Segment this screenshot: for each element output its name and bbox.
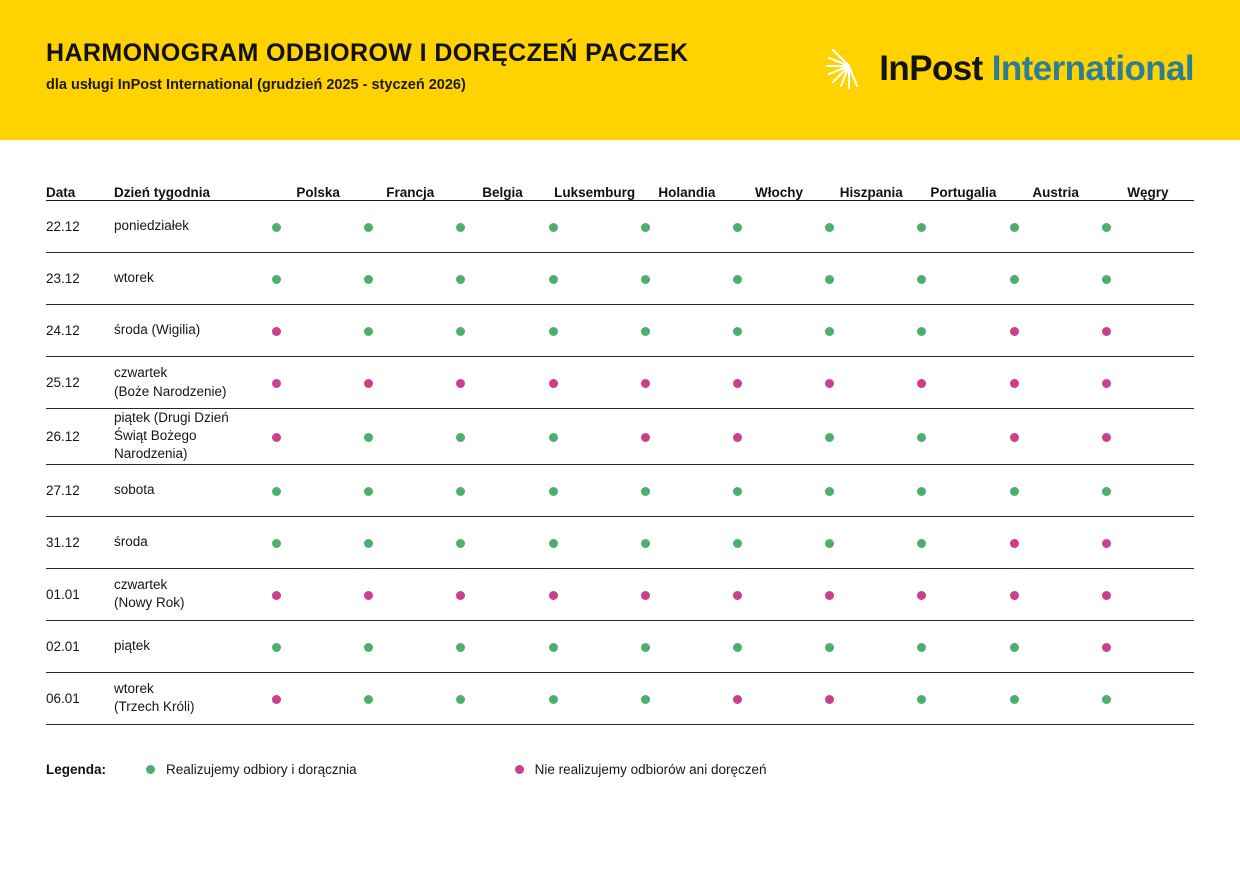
cell-day-name: wtorek <box>114 270 154 286</box>
cell-status-fr <box>364 253 456 305</box>
status-dot-available <box>364 695 373 704</box>
cell-date: 26.12 <box>46 428 80 444</box>
cell-status-nl <box>641 672 733 724</box>
column-header-be: Belgia <box>482 185 523 200</box>
status-dot-unavailable <box>825 379 834 388</box>
cell-status-es <box>825 201 917 253</box>
cell-status-es <box>825 568 917 620</box>
cell-status-lu <box>549 464 641 516</box>
status-dot-unavailable <box>1010 327 1019 336</box>
status-dot-available <box>641 327 650 336</box>
cell-status-pt <box>917 253 1009 305</box>
cell-status-fr <box>364 516 456 568</box>
cell-status-fr <box>364 568 456 620</box>
cell-status-be <box>456 201 548 253</box>
status-dot-available <box>641 487 650 496</box>
cell-status-at <box>1010 516 1102 568</box>
cell-status-it <box>733 464 825 516</box>
status-dot-available <box>1102 695 1111 704</box>
column-header-day: Dzień tygodnia <box>114 185 211 200</box>
cell-status-pt <box>917 620 1009 672</box>
status-dot-unavailable <box>641 433 650 442</box>
cell-status-pl <box>272 253 364 305</box>
status-dot-available <box>917 539 926 548</box>
status-dot-available <box>917 275 926 284</box>
page-title: HARMONOGRAM ODBIOROW I DORĘCZEŃ PACZEK <box>46 39 689 68</box>
cell-status-it <box>733 253 825 305</box>
cell-status-lu <box>549 253 641 305</box>
legend-item-available <box>146 762 357 777</box>
column-header-at: Austria <box>1032 185 1079 200</box>
cell-status-es <box>825 516 917 568</box>
cell-status-pl <box>272 672 364 724</box>
page-subtitle: dla usługi InPost International (grudzień 2025 - styczeń 2026) <box>46 76 466 93</box>
status-dot-available <box>456 539 465 548</box>
status-dot-available <box>549 275 558 284</box>
cell-status-es <box>825 253 917 305</box>
status-dot-available <box>733 327 742 336</box>
status-dot-available <box>364 539 373 548</box>
legend-text-available: Realizujemy odbiory i dorącznia <box>166 761 357 777</box>
status-dot-available <box>549 433 558 442</box>
status-dot-unavailable <box>1010 433 1019 442</box>
column-header-pt: Portugalia <box>930 185 997 200</box>
status-dot-available <box>364 327 373 336</box>
cell-date: 25.12 <box>46 375 80 390</box>
status-dot-available <box>733 539 742 548</box>
cell-status-pl <box>272 516 364 568</box>
cell-status-es <box>825 464 917 516</box>
cell-status-es <box>825 357 917 409</box>
cell-status-be <box>456 464 548 516</box>
cell-status-at <box>1010 201 1102 253</box>
cell-status-hu <box>1102 464 1194 516</box>
status-dot-available <box>825 327 834 336</box>
column-header-es: Hiszpania <box>839 185 903 200</box>
status-dot-unavailable <box>272 591 281 600</box>
cell-status-pl <box>272 305 364 357</box>
status-dot-available <box>1010 695 1019 704</box>
cell-status-it <box>733 620 825 672</box>
cell-status-hu <box>1102 201 1194 253</box>
cell-status-hu <box>1102 568 1194 620</box>
cell-status-hu <box>1102 357 1194 409</box>
table-row <box>46 672 1194 724</box>
cell-status-pl <box>272 620 364 672</box>
status-dot-unavailable <box>733 695 742 704</box>
cell-status-at <box>1010 357 1102 409</box>
status-dot-available <box>825 223 834 232</box>
status-dot-available <box>456 487 465 496</box>
cell-status-it <box>733 305 825 357</box>
status-dot-available <box>1102 487 1111 496</box>
table-body <box>46 201 1194 725</box>
status-dot-unavailable <box>1010 379 1019 388</box>
cell-status-hu <box>1102 253 1194 305</box>
status-dot-available <box>917 433 926 442</box>
legend <box>0 725 1240 777</box>
cell-status-nl <box>641 464 733 516</box>
status-dot-available <box>733 275 742 284</box>
page-banner <box>0 0 1240 140</box>
cell-status-fr <box>364 409 456 465</box>
status-dot-unavailable <box>1010 591 1019 600</box>
cell-status-pt <box>917 672 1009 724</box>
cell-day-name: piątek <box>114 638 151 654</box>
cell-status-be <box>456 253 548 305</box>
status-dot-unavailable <box>733 433 742 442</box>
cell-status-fr <box>364 305 456 357</box>
status-dot-unavailable <box>272 433 281 442</box>
status-dot-available <box>1010 223 1019 232</box>
table-row <box>46 620 1194 672</box>
status-dot-unavailable <box>917 379 926 388</box>
cell-status-lu <box>549 305 641 357</box>
legend-item-unavailable <box>515 762 767 777</box>
cell-date: 06.01 <box>46 690 80 706</box>
column-header-it: Włochy <box>755 185 804 200</box>
status-dot-unavailable <box>272 379 281 388</box>
cell-status-it <box>733 672 825 724</box>
cell-status-pl <box>272 568 364 620</box>
status-dot-available <box>733 643 742 652</box>
status-dot-available <box>1102 275 1111 284</box>
status-dot-unavailable <box>1010 539 1019 548</box>
status-dot-available <box>272 223 281 232</box>
status-dot-available <box>917 327 926 336</box>
cell-status-hu <box>1102 672 1194 724</box>
cell-status-es <box>825 672 917 724</box>
cell-status-lu <box>549 516 641 568</box>
status-dot-unavailable <box>364 379 373 388</box>
cell-status-nl <box>641 253 733 305</box>
cell-status-nl <box>641 305 733 357</box>
status-dot-available <box>456 643 465 652</box>
status-dot-unavailable <box>825 591 834 600</box>
status-dot-available <box>364 487 373 496</box>
cell-status-hu <box>1102 305 1194 357</box>
cell-status-at <box>1010 568 1102 620</box>
status-dot-available <box>1102 223 1111 232</box>
status-dot-unavailable <box>1102 379 1111 388</box>
cell-status-lu <box>549 201 641 253</box>
cell-status-be <box>456 620 548 672</box>
status-dot-unavailable <box>456 379 465 388</box>
status-dot-available <box>825 643 834 652</box>
cell-status-pt <box>917 568 1009 620</box>
cell-status-pl <box>272 201 364 253</box>
cell-status-pt <box>917 305 1009 357</box>
banner-text-block <box>46 40 689 100</box>
cell-status-it <box>733 516 825 568</box>
cell-date: 27.12 <box>46 482 80 498</box>
cell-status-be <box>456 409 548 465</box>
sun-icon <box>826 43 872 94</box>
status-dot-available <box>825 539 834 548</box>
status-dot-available <box>641 695 650 704</box>
status-dot-available <box>364 433 373 442</box>
status-dot-available <box>549 327 558 336</box>
status-dot-available <box>917 695 926 704</box>
cell-status-at <box>1010 620 1102 672</box>
cell-date: 01.01 <box>46 586 80 602</box>
status-dot-unavailable <box>364 591 373 600</box>
legend-label: Legenda: <box>46 761 107 777</box>
status-dot-unavailable <box>456 591 465 600</box>
status-dot-unavailable <box>1102 327 1111 336</box>
cell-status-be <box>456 672 548 724</box>
cell-day-name: sobota <box>114 482 155 498</box>
cell-status-it <box>733 568 825 620</box>
status-dot-unavailable <box>549 591 558 600</box>
cell-status-at <box>1010 464 1102 516</box>
cell-status-pt <box>917 201 1009 253</box>
status-dot-available <box>272 487 281 496</box>
table-header <box>46 185 1194 201</box>
cell-day-name: środa (Wigilia) <box>114 322 201 338</box>
status-dot-available <box>272 275 281 284</box>
cell-status-pl <box>272 409 364 465</box>
table-row <box>46 516 1194 568</box>
status-dot-unavailable <box>1102 539 1111 548</box>
column-header-nl: Holandia <box>658 185 716 200</box>
table-row <box>46 253 1194 305</box>
cell-date: 22.12 <box>46 219 80 234</box>
status-dot-available <box>364 275 373 284</box>
status-dot-available <box>272 539 281 548</box>
cell-status-fr <box>364 620 456 672</box>
logo-product-text: International <box>991 48 1194 88</box>
cell-status-at <box>1010 672 1102 724</box>
cell-day-name: środa <box>114 534 148 550</box>
table-row <box>46 201 1194 253</box>
cell-day-name: czwartek (Boże Narodzenie) <box>114 365 227 399</box>
cell-status-lu <box>549 672 641 724</box>
status-dot-unavailable <box>641 379 650 388</box>
status-dot-available <box>456 695 465 704</box>
cell-status-es <box>825 620 917 672</box>
status-dot-unavailable <box>825 695 834 704</box>
cell-status-lu <box>549 620 641 672</box>
status-dot-available <box>456 223 465 232</box>
status-dot-available <box>1010 275 1019 284</box>
legend-dot-available <box>146 765 155 774</box>
status-dot-available <box>733 487 742 496</box>
table-row <box>46 464 1194 516</box>
status-dot-unavailable <box>733 379 742 388</box>
cell-status-be <box>456 357 548 409</box>
table-row <box>46 568 1194 620</box>
status-dot-available <box>641 539 650 548</box>
cell-day-name: piątek (Drugi Dzień Świąt Bożego Narodzenia) <box>114 410 229 462</box>
cell-status-hu <box>1102 516 1194 568</box>
status-dot-unavailable <box>641 591 650 600</box>
cell-status-be <box>456 516 548 568</box>
cell-status-nl <box>641 357 733 409</box>
column-header-pl: Polska <box>296 185 340 200</box>
cell-status-pl <box>272 357 364 409</box>
table-header-row <box>46 185 1194 201</box>
cell-status-hu <box>1102 409 1194 465</box>
cell-status-fr <box>364 464 456 516</box>
status-dot-unavailable <box>1102 643 1111 652</box>
cell-status-nl <box>641 201 733 253</box>
column-header-lu: Luksemburg <box>554 185 636 200</box>
cell-status-pl <box>272 464 364 516</box>
cell-date: 02.01 <box>46 638 80 654</box>
status-dot-available <box>917 487 926 496</box>
status-dot-available <box>456 275 465 284</box>
logo-wordmark <box>879 48 1194 88</box>
status-dot-available <box>641 643 650 652</box>
status-dot-unavailable <box>1102 591 1111 600</box>
cell-status-at <box>1010 305 1102 357</box>
status-dot-available <box>825 433 834 442</box>
cell-status-lu <box>549 568 641 620</box>
cell-status-es <box>825 409 917 465</box>
cell-status-pt <box>917 357 1009 409</box>
status-dot-unavailable <box>1102 433 1111 442</box>
status-dot-unavailable <box>733 591 742 600</box>
status-dot-available <box>1010 487 1019 496</box>
status-dot-available <box>733 223 742 232</box>
status-dot-available <box>825 487 834 496</box>
cell-date: 23.12 <box>46 271 80 286</box>
status-dot-available <box>825 275 834 284</box>
cell-status-pt <box>917 464 1009 516</box>
cell-day-name: czwartek (Nowy Rok) <box>114 576 185 611</box>
status-dot-unavailable <box>917 591 926 600</box>
cell-status-hu <box>1102 620 1194 672</box>
cell-status-fr <box>364 672 456 724</box>
status-dot-unavailable <box>549 379 558 388</box>
cell-status-at <box>1010 253 1102 305</box>
cell-status-fr <box>364 357 456 409</box>
table-row <box>46 305 1194 357</box>
legend-text-unavailable: Nie realizujemy odbiorów ani doręczeń <box>534 761 767 777</box>
status-dot-available <box>549 487 558 496</box>
table-row <box>46 409 1194 465</box>
cell-status-it <box>733 409 825 465</box>
cell-date: 24.12 <box>46 323 80 338</box>
status-dot-available <box>917 643 926 652</box>
cell-status-lu <box>549 357 641 409</box>
schedule-sheet <box>0 140 1240 725</box>
cell-status-be <box>456 305 548 357</box>
cell-day-name: wtorek (Trzech Króli) <box>114 680 195 715</box>
cell-day-name: poniedziałek <box>114 218 190 234</box>
cell-status-es <box>825 305 917 357</box>
cell-status-it <box>733 201 825 253</box>
cell-status-nl <box>641 409 733 465</box>
status-dot-unavailable <box>272 695 281 704</box>
logo-brand-text: InPost <box>879 48 983 88</box>
status-dot-unavailable <box>272 327 281 336</box>
status-dot-available <box>1010 643 1019 652</box>
status-dot-available <box>641 275 650 284</box>
cell-status-lu <box>549 409 641 465</box>
cell-status-at <box>1010 409 1102 465</box>
cell-status-it <box>733 357 825 409</box>
inpost-international-logo <box>826 43 1194 98</box>
status-dot-available <box>364 643 373 652</box>
cell-status-nl <box>641 516 733 568</box>
cell-status-pt <box>917 516 1009 568</box>
status-dot-available <box>456 327 465 336</box>
column-header-fr: Francja <box>386 185 435 200</box>
status-dot-available <box>549 643 558 652</box>
column-header-date: Data <box>46 185 76 200</box>
status-dot-available <box>456 433 465 442</box>
status-dot-available <box>549 539 558 548</box>
legend-dot-unavailable <box>515 765 524 774</box>
status-dot-available <box>549 223 558 232</box>
cell-status-nl <box>641 568 733 620</box>
cell-date: 31.12 <box>46 534 80 550</box>
cell-status-fr <box>364 201 456 253</box>
schedule-table <box>46 185 1194 725</box>
cell-status-nl <box>641 620 733 672</box>
status-dot-available <box>641 223 650 232</box>
table-row <box>46 357 1194 409</box>
cell-status-pt <box>917 409 1009 465</box>
column-header-hu: Węgry <box>1127 185 1169 200</box>
cell-status-be <box>456 568 548 620</box>
status-dot-available <box>364 223 373 232</box>
status-dot-available <box>272 643 281 652</box>
status-dot-available <box>917 223 926 232</box>
status-dot-available <box>549 695 558 704</box>
